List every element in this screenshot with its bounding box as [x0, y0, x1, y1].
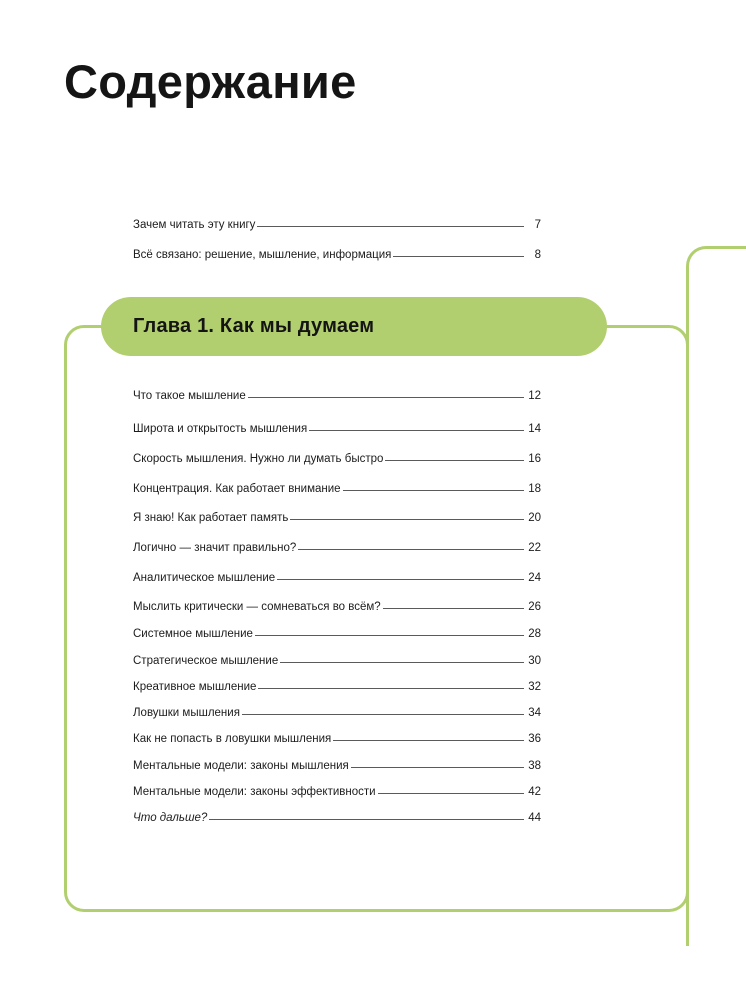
toc-entry-label: Ментальные модели: законы эффективности [133, 786, 376, 798]
toc-entry-page: 30 [528, 655, 541, 667]
toc-entry[interactable] [133, 732, 541, 746]
toc-entry-label: Как не попасть в ловушки мышления [133, 733, 332, 745]
toc-leader [298, 549, 524, 550]
toc-entry-page: 44 [528, 812, 541, 824]
toc-entry-page: 28 [528, 628, 541, 640]
toc-leader [393, 256, 524, 257]
toc-entry-label: Всё связано: решение, мышление, информация [133, 249, 392, 261]
toc-leader [258, 688, 524, 689]
toc-entry-page: 16 [528, 453, 541, 465]
toc-entry-label: Ловушки мышления [133, 707, 240, 719]
toc-entry[interactable] [133, 452, 541, 466]
toc-entry[interactable] [133, 785, 541, 799]
toc-leader [255, 635, 524, 636]
toc-entry-label: Мыслить критически — сомневаться во всём? [133, 601, 381, 613]
toc-leader [333, 740, 524, 741]
toc-entry-label: Аналитическое мышление [133, 572, 276, 584]
chapter-title: Глава 1. Как мы думаем [133, 315, 375, 337]
toc-leader [248, 397, 524, 398]
toc-leader [383, 608, 524, 609]
toc-entry-page: 18 [528, 483, 541, 495]
toc-leader [290, 519, 524, 520]
toc-entry-page: 14 [528, 423, 541, 435]
toc-entry-label: Стратегическое мышление [133, 655, 279, 667]
toc-entry-label: Что дальше? [133, 812, 208, 824]
toc-entry[interactable] [133, 248, 541, 262]
toc-entry[interactable] [133, 811, 541, 825]
toc-leader [385, 460, 524, 461]
toc-entry-page: 42 [528, 786, 541, 798]
toc-entry-page: 12 [528, 390, 541, 402]
toc-entry[interactable] [133, 759, 541, 773]
toc-leader [242, 714, 524, 715]
toc-entry-page: 8 [534, 249, 541, 261]
toc-leader [351, 767, 524, 768]
toc-entry-label: Скорость мышления. Нужно ли думать быстро [133, 453, 384, 465]
toc-entry-page: 36 [528, 733, 541, 745]
toc-entry-page: 38 [528, 760, 541, 772]
toc-entry-page: 22 [528, 542, 541, 554]
decorative-frame-right [686, 246, 746, 946]
toc-entry[interactable] [133, 680, 541, 694]
toc-entry[interactable] [133, 422, 541, 436]
toc-leader [280, 662, 524, 663]
toc-entry-label: Концентрация. Как работает внимание [133, 483, 341, 495]
toc-entry[interactable] [133, 218, 541, 232]
page-title: Содержание [64, 55, 357, 108]
toc-entry-label: Что такое мышление [133, 390, 246, 402]
toc-entry[interactable] [133, 627, 541, 641]
toc-entry-page: 7 [534, 219, 541, 231]
toc-entry[interactable] [133, 389, 541, 403]
toc-entry[interactable] [133, 511, 541, 525]
toc-leader [309, 430, 524, 431]
toc-leader [343, 490, 524, 491]
toc-entry-page: 20 [528, 512, 541, 524]
toc-entry-label: Широта и открытость мышления [133, 423, 308, 435]
toc-leader [209, 819, 524, 820]
toc-entry[interactable] [133, 706, 541, 720]
toc-leader [257, 226, 524, 227]
toc-leader [378, 793, 524, 794]
toc-entry[interactable] [133, 482, 541, 496]
toc-entry-label: Я знаю! Как работает память [133, 512, 289, 524]
toc-leader [277, 579, 524, 580]
toc-entry[interactable] [133, 654, 541, 668]
toc-entry-label: Ментальные модели: законы мышления [133, 760, 349, 772]
toc-entry[interactable] [133, 541, 541, 555]
toc-entry[interactable] [133, 600, 541, 614]
toc-entry-label: Системное мышление [133, 628, 253, 640]
toc-entry-page: 34 [528, 707, 541, 719]
toc-entry-label: Зачем читать эту книгу [133, 219, 256, 231]
toc-entry-label: Креативное мышление [133, 681, 257, 693]
toc-entry-page: 26 [528, 601, 541, 613]
chapter-banner [101, 297, 607, 356]
toc-entry-page: 32 [528, 681, 541, 693]
toc-entry-page: 24 [528, 572, 541, 584]
toc-entry[interactable] [133, 571, 541, 585]
toc-entry-label: Логично — значит правильно? [133, 542, 297, 554]
